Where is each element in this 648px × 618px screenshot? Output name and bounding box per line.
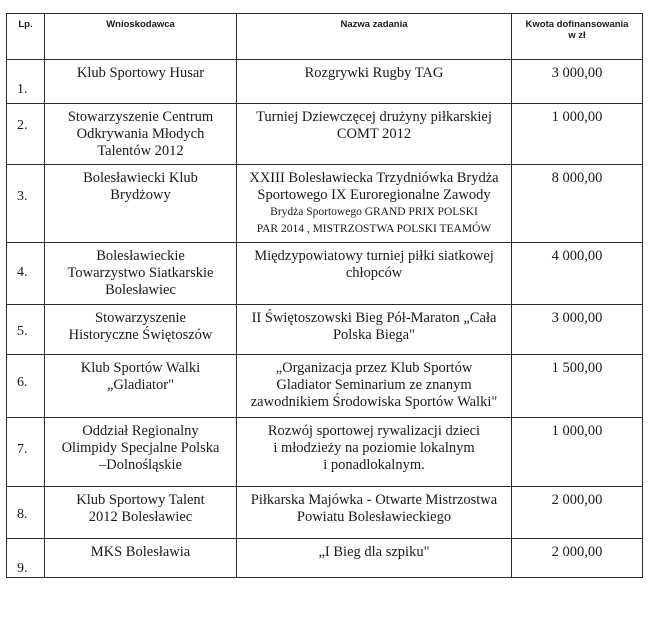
- task-cell: [237, 243, 512, 305]
- row-number: [7, 165, 45, 243]
- grants-table: [6, 13, 643, 578]
- header-lp: Lp.: [7, 14, 45, 60]
- task-line: Międzypowiatowy turniej piłki siatkowej: [254, 248, 494, 264]
- applicant-cell: [45, 165, 237, 243]
- applicant-cell: [45, 305, 237, 355]
- table-row: [7, 305, 643, 355]
- applicant-line: Bolesławiec: [105, 282, 176, 298]
- row-number-text: 1.: [17, 82, 28, 97]
- table-row: [7, 243, 643, 305]
- task-line: Piłkarska Majówka - Otwarte Mistrzostwa: [250, 492, 498, 508]
- task-cell: [237, 165, 512, 243]
- task-line: i ponadlokalnym.: [323, 457, 425, 473]
- applicant-line: 2012 Bolesławiec: [88, 509, 193, 525]
- row-number-text: 5.: [17, 324, 28, 339]
- task-line: Turniej Dziewczęcej drużyny piłkarskiej: [256, 109, 492, 125]
- row-number: [7, 305, 45, 355]
- applicant-line: Klub Sportowy Husar: [76, 65, 205, 81]
- amount-cell: 3 000,00: [512, 60, 643, 104]
- task-line: Polska Biega": [332, 327, 416, 343]
- applicant-cell: [45, 539, 237, 578]
- task-cell: [237, 487, 512, 539]
- task-line: PAR 2014 , MISTRZOSTWA POLSKI TEAMÓW: [256, 223, 492, 235]
- amount-cell: 8 000,00: [512, 165, 643, 243]
- row-number-text: 2.: [17, 118, 28, 133]
- row-number: [7, 60, 45, 104]
- task-cell: [237, 539, 512, 578]
- amount-cell: 3 000,00: [512, 305, 643, 355]
- row-number: [7, 243, 45, 305]
- row-number-text: 9.: [17, 561, 28, 576]
- table-row: [7, 418, 643, 487]
- row-number-text: 7.: [17, 442, 28, 457]
- applicant-line: –Dolnośląskie: [99, 457, 182, 473]
- header-amount-line1: Kwota dofinansowania: [525, 19, 629, 30]
- table-row: [7, 104, 643, 165]
- applicant-line: Bolesławiecki Klub: [83, 170, 198, 186]
- applicant-cell: [45, 487, 237, 539]
- task-line: Rozgrywki Rugby TAG: [304, 65, 444, 81]
- task-line: „I Bieg dla szpiku": [318, 544, 430, 560]
- task-line: Gladiator Seminarium ze znanym: [276, 377, 472, 393]
- row-number: [7, 487, 45, 539]
- task-line: i młodzieży na poziomie lokalnym: [273, 440, 475, 456]
- header-task: Nazwa zadania: [237, 14, 512, 60]
- applicant-line: „Gladiator": [106, 377, 175, 393]
- applicant-line: Klub Sportowy Talent: [76, 492, 205, 508]
- header-amount-line2: w zł: [568, 30, 586, 41]
- applicant-cell: [45, 60, 237, 104]
- task-line: zawodnikiem Środowiska Sportów Walki": [250, 394, 498, 410]
- applicant-cell: [45, 355, 237, 418]
- task-line: Rozwój sportowej rywalizacji dzieci: [267, 423, 481, 439]
- amount-cell: 2 000,00: [512, 539, 643, 578]
- task-line: Powiatu Bolesławieckiego: [296, 509, 452, 525]
- amount-cell: 2 000,00: [512, 487, 643, 539]
- amount-cell: 4 000,00: [512, 243, 643, 305]
- applicant-line: Brydżowy: [110, 187, 171, 203]
- applicant-cell: [45, 104, 237, 165]
- applicant-cell: [45, 418, 237, 487]
- table-row: [7, 60, 643, 104]
- header-applicant: Wnioskodawca: [45, 14, 237, 60]
- amount-cell: 1 500,00: [512, 355, 643, 418]
- row-number-text: 6.: [17, 375, 28, 390]
- applicant-line: MKS Bolesławia: [90, 544, 191, 560]
- applicant-line: Bolesławieckie: [96, 248, 185, 264]
- applicant-line: Towarzystwo Siatkarskie: [67, 265, 214, 281]
- task-line: Brydża Sportowego GRAND PRIX POLSKI: [270, 206, 478, 218]
- task-line: chłopców: [345, 265, 403, 281]
- task-cell: [237, 355, 512, 418]
- row-number: [7, 355, 45, 418]
- task-line: II Świętoszowski Bieg Pół-Maraton „Cała: [251, 310, 497, 326]
- header-amount: [512, 14, 643, 60]
- task-line: COMT 2012: [336, 126, 412, 142]
- table-row: [7, 487, 643, 539]
- table-row: [7, 355, 643, 418]
- row-number-text: 3.: [17, 189, 28, 204]
- task-line: „Organizacja przez Klub Sportów: [275, 360, 473, 376]
- header-row: [7, 14, 643, 60]
- table-row: [7, 165, 643, 243]
- task-line: XXIII Bolesławiecka Trzydniówka Brydża: [249, 170, 499, 186]
- task-cell: [237, 104, 512, 165]
- applicant-line: Stowarzyszenie Centrum: [67, 109, 214, 125]
- applicant-line: Stowarzyszenie: [95, 310, 186, 326]
- row-number: [7, 539, 45, 578]
- task-cell: [237, 305, 512, 355]
- table-row: [7, 539, 643, 578]
- amount-cell: 1 000,00: [512, 418, 643, 487]
- row-number-text: 8.: [17, 507, 28, 522]
- task-line: Sportowego IX Euroregionalne Zawody: [257, 187, 491, 203]
- applicant-line: Talentów 2012: [97, 143, 184, 159]
- applicant-cell: [45, 243, 237, 305]
- amount-cell: 1 000,00: [512, 104, 643, 165]
- task-cell: [237, 60, 512, 104]
- row-number-text: 4.: [17, 265, 28, 280]
- applicant-line: Historyczne Świętoszów: [68, 327, 213, 343]
- applicant-line: Olimpidy Specjalne Polska: [61, 440, 220, 456]
- applicant-line: Klub Sportów Walki: [80, 360, 201, 376]
- row-number: [7, 418, 45, 487]
- applicant-line: Oddział Regionalny: [82, 423, 199, 439]
- row-number: [7, 104, 45, 165]
- applicant-line: Odkrywania Młodych: [76, 126, 205, 142]
- task-cell: [237, 418, 512, 487]
